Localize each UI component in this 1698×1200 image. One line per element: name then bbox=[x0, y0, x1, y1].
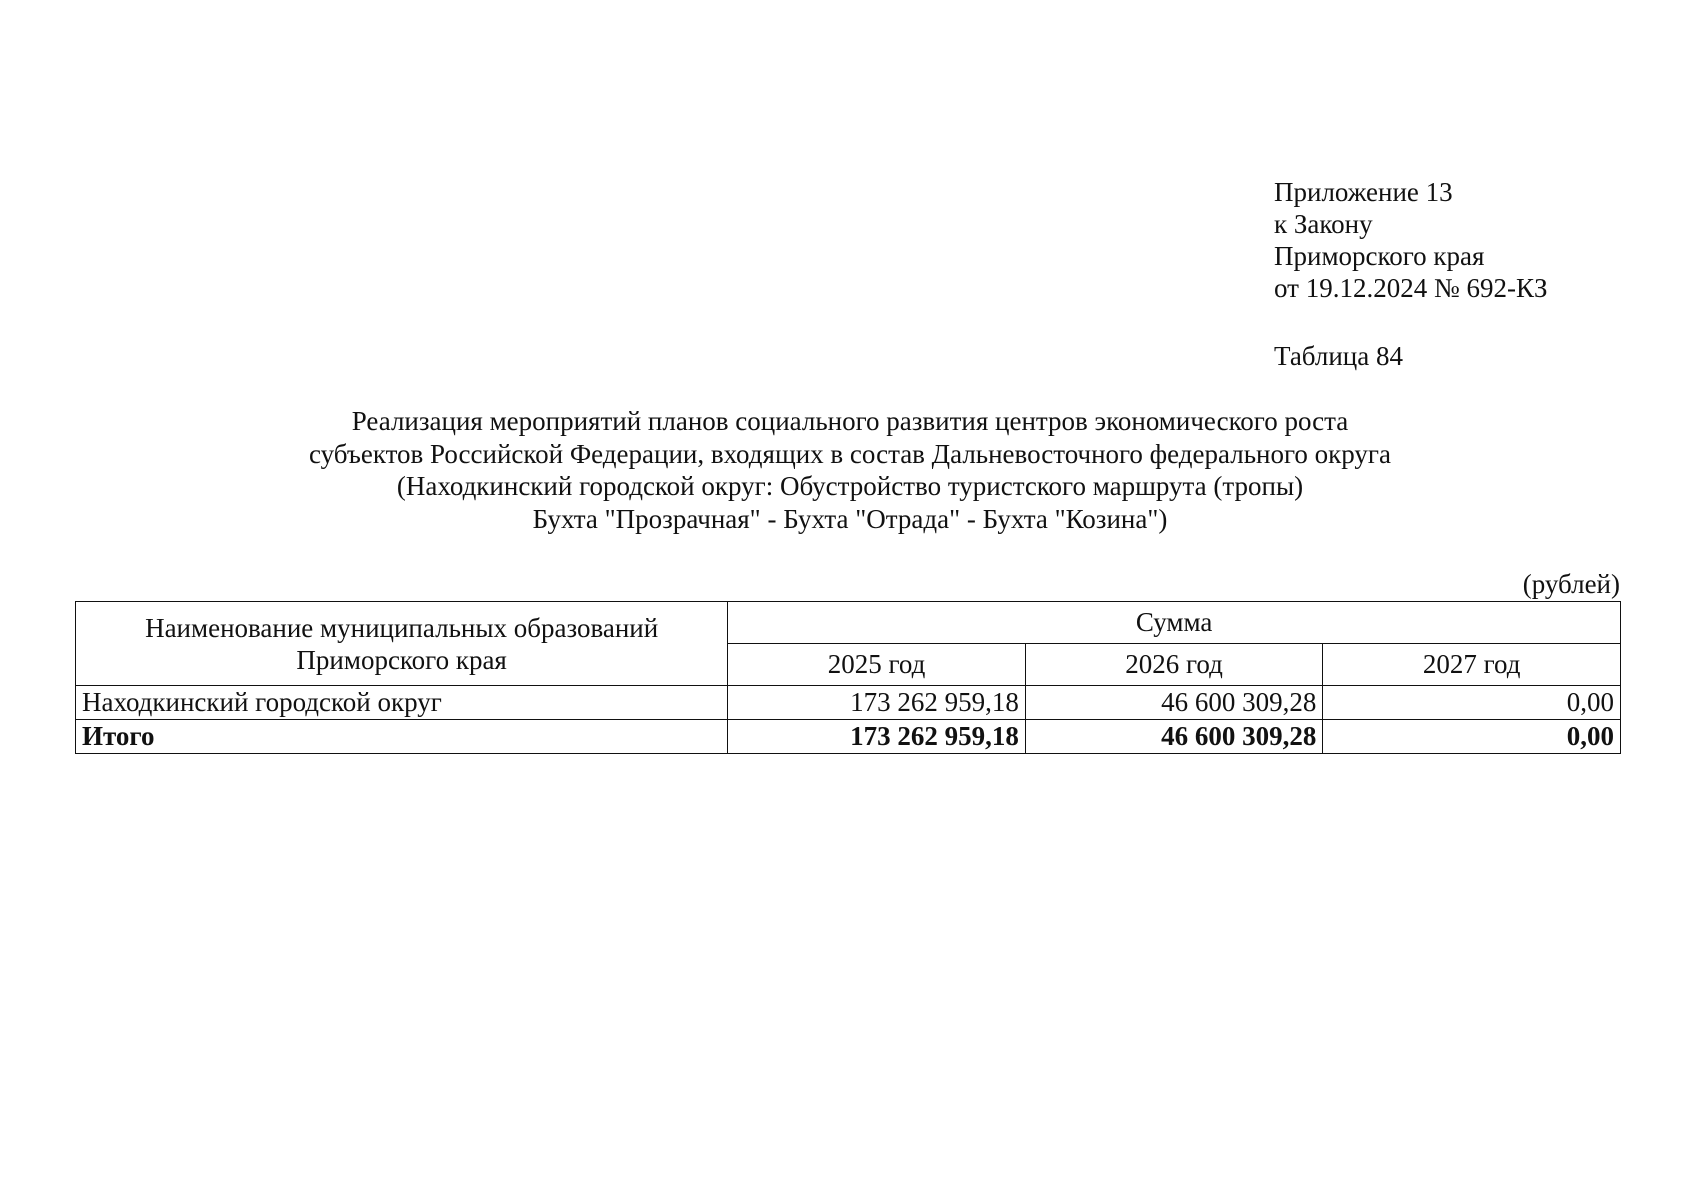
title-line-1: Реализация мероприятий планов социального развития центров экономического роста bbox=[351, 406, 1349, 436]
header-municipality bbox=[76, 602, 728, 686]
appendix-reference bbox=[1274, 176, 1547, 304]
document-title bbox=[180, 405, 1520, 535]
header-year-2025: 2025 год bbox=[728, 644, 1026, 686]
row-municipality-name: Находкинский городской округ bbox=[76, 686, 728, 720]
appendix-line-1: Приложение 13 bbox=[1274, 177, 1453, 207]
row-value-2027: 0,00 bbox=[1323, 686, 1621, 720]
table-number: Таблица 84 bbox=[1274, 341, 1403, 371]
title-line-4: Бухта "Прозрачная" - Бухта "Отрада" - Бухта "Козина") bbox=[532, 503, 1168, 534]
header-year-2027: 2027 год bbox=[1323, 644, 1621, 686]
row-value-2026: 46 600 309,28 bbox=[1025, 686, 1323, 720]
appendix-line-3: Приморского края bbox=[1274, 241, 1485, 271]
total-value-2026: 46 600 309,28 bbox=[1025, 720, 1323, 754]
header-municipality-line-1: Наименование муниципальных образований bbox=[145, 612, 659, 643]
units-label: (рублей) bbox=[1522, 569, 1620, 599]
row-value-2025: 173 262 959,18 bbox=[728, 686, 1026, 720]
header-sum: Сумма bbox=[728, 602, 1621, 644]
table-header-row bbox=[76, 602, 1621, 644]
header-municipality-line-2: Приморского края bbox=[296, 644, 507, 675]
table-total-row bbox=[76, 720, 1621, 754]
title-line-2: субъектов Российской Федерации, входящих в состав Дальневосточного федерального округа bbox=[309, 438, 1391, 469]
appendix-line-4: от 19.12.2024 № 692-КЗ bbox=[1274, 273, 1548, 303]
table-row bbox=[76, 686, 1621, 720]
total-label: Итого bbox=[76, 720, 728, 754]
title-line-3: (Находкинский городской округ: Обустройство туристского маршрута (тропы) bbox=[396, 471, 1304, 501]
appendix-line-2: к Закону bbox=[1274, 209, 1373, 239]
total-value-2027: 0,00 bbox=[1323, 720, 1621, 754]
header-year-2026: 2026 год bbox=[1025, 644, 1323, 686]
budget-table bbox=[75, 601, 1621, 754]
total-value-2025: 173 262 959,18 bbox=[728, 720, 1026, 754]
